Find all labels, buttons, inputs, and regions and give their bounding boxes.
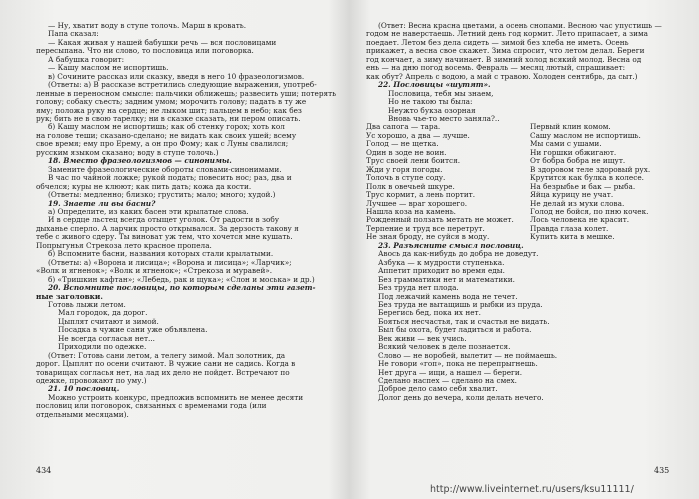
right-page-bottom-text	[366, 242, 678, 403]
text-line: пословиц или поговорок, связанных с временами года (или	[36, 402, 267, 411]
text-line: в) Сочините рассказ или сказку, введя в него 10 фразеологизмов.	[48, 72, 305, 81]
text-line: Пословица, тебя мы знаем,	[388, 89, 494, 98]
text-line: Берегись бед, пока их нет.	[378, 309, 481, 318]
text-line: Папа сказал:	[48, 30, 99, 39]
proverb-item: Один в зоде не воин.	[366, 148, 447, 157]
text-line: Без грамматики нет и математики.	[378, 275, 515, 284]
proverb-item: Сашу маслом не испортишь.	[530, 131, 641, 140]
text-line: Мал городок, да дорог.	[58, 309, 148, 318]
source-watermark: http://www.liveinternet.ru/users/ksu11111/	[430, 484, 634, 495]
proverb-column-right	[530, 123, 678, 241]
text-line: Цыплят считают и зимой.	[58, 317, 159, 326]
proverb-item: Голод — не щетка.	[366, 140, 439, 149]
proverb-column-left	[366, 123, 514, 241]
text-line: яму; положа руку на сердце; не лыком шит; пальцем в небо; как без	[36, 106, 302, 115]
right-page-top-text	[366, 22, 678, 123]
text-line: Без труда нет плода.	[378, 284, 459, 293]
text-line: Сделано наспех — сделано на смех.	[378, 377, 517, 386]
section-heading: 23. Разъясните смысл пословиц.	[378, 241, 524, 250]
text-line: (Ответ: Весна красна цветами, а осень снопами. Весною час упустишь —	[378, 22, 662, 30]
proverb-item: Голод не бойся, по пню кочек.	[530, 207, 649, 216]
text-line: Замените фразеологические обороты словами-синонимами.	[48, 165, 282, 174]
text-line: ленные в переносном смысле: пальчики оближешь; развесить уши; потерять	[36, 89, 337, 98]
proverb-item: Ус хорошо, а два — лучше.	[366, 131, 470, 140]
text-line: Бояться несчастья, так и счастья не видать.	[378, 317, 550, 326]
text-line: Можно устроить конкурс, предложив вспомнить не менее десяти	[48, 393, 304, 402]
text-line: поедает. Летом без дела сидеть — зимой без хлеба не иметь. Осень	[366, 38, 629, 47]
text-line: голову; собаку съесть; задним умом; морочить голову; падать в ту же	[36, 98, 307, 107]
proverb-item: Правда глаза колет.	[530, 224, 609, 233]
text-line: Но не такою ты была:	[388, 98, 473, 107]
text-line: Доброе дело само себя хвалит.	[378, 385, 498, 394]
text-line: (Ответ: Готовь сани летом, а телегу зимой. Мал золотник, да	[48, 351, 286, 360]
text-line: В час по чайной ложке; рукой подать; повесить нос; раз, два и	[48, 174, 292, 183]
proverb-jokes-columns	[366, 123, 678, 241]
text-line: рук; бить не в свою тарелку; ни в сказке сказать, ни пером описать.	[36, 114, 301, 123]
proverb-item: Два сапога — тара.	[366, 123, 441, 132]
text-line: Готовь лыжи летом.	[48, 300, 126, 309]
text-line: Был бы охота, будет ладиться и работа.	[378, 326, 532, 335]
text-line: Всякий человек в деле познается.	[378, 343, 511, 352]
proverb-item: Лучшее — враг хорошего.	[366, 199, 468, 208]
text-line: Без труда не вытащишь и рыбки из пруда.	[378, 300, 543, 309]
proverb-item: Трус своей лени боится.	[366, 157, 461, 166]
proverb-item: Мы сами с ушами.	[530, 140, 602, 149]
proverb-item: Рожденный ползать метать не может.	[366, 216, 514, 225]
text-line: Под лежачий камень вода не течет.	[378, 292, 518, 301]
proverb-item: Первый клин комом.	[530, 123, 611, 132]
text-line: дорог. Цыплят по осени считают. В чужие сани не садись. Когда в	[36, 360, 296, 369]
text-line: Слово — не воробей, вылетит — не поймаешь.	[378, 351, 558, 360]
text-line: Авось да как-нибудь до добра не доведут.	[378, 250, 539, 259]
proverb-item: Не делай из мухи слова.	[530, 199, 625, 208]
text-line: год кончает, а зиму начинает. В зимний холод всякий молод. Весна од	[366, 55, 642, 64]
right-page	[366, 22, 678, 477]
text-line: ные заголовки.	[36, 292, 103, 301]
text-line: (Ответы: а) В рассказе встретились следующие выражения, употреб-	[48, 81, 317, 90]
text-line: — Какая живая у нашей бабушки речь — вся пословицами	[48, 38, 277, 47]
text-line: (Ответы: а) «Ворона и лисица»; «Ворона и лисица»; «Ларчик»;	[48, 258, 292, 267]
proverb-item: На безрыбье и бак — рыба.	[530, 182, 636, 191]
text-line: а) Определите, из каких басен эти крылатые слова.	[48, 207, 249, 216]
text-line: ень — на дню погод восемь. Февраль — месяц лютый, спрашивает:	[366, 64, 626, 73]
section-heading: 20. Вспомните пословицы, по которым сделаны эти газет-	[48, 284, 316, 293]
proverb-item: Ни горшки обжигают.	[530, 148, 617, 157]
proverb-item: Крутится как булка в колесе.	[530, 174, 644, 183]
proverb-item: Не зная броду, не суйся в моду.	[366, 233, 490, 242]
text-line: свое время; ему про Ерему, а он про Фому; как с Луны свалился;	[36, 140, 289, 149]
text-line: Не говори «гоп», пока не перепрыгнешь.	[378, 360, 538, 369]
proverb-item: Жди у горя погоды.	[366, 165, 443, 174]
proverb-item: В здоровом теле здоровый рух.	[530, 165, 651, 174]
proverb-item: Яйца курицу не учат.	[530, 191, 614, 200]
text-line: А бабушка говорит:	[48, 55, 125, 64]
text-line: Век живи — век учись.	[378, 334, 467, 343]
text-line: Неужто букза озорная	[388, 106, 476, 115]
proverb-item: Купить кита в мешке.	[530, 233, 615, 242]
section-heading: 22. Пословицы «шутят».	[378, 81, 491, 90]
text-line: Аппетит приходит во время еды.	[378, 267, 505, 276]
text-line: Нет друга — ищи, а нашел — береги.	[378, 368, 523, 377]
page-number-left: 434	[36, 466, 52, 475]
text-line: — Кашу маслом не испортишь.	[48, 64, 169, 73]
text-line: Посадка в чужие сани уже объявлена.	[58, 326, 208, 335]
proverb-item: Нашла коза на камень.	[366, 207, 456, 216]
text-line: одежке, провожают по уму.)	[36, 377, 147, 386]
text-line: пересыпана. Что ни слово, то пословица или поговорка.	[36, 47, 254, 56]
text-line: Азбука — к мудрости ступенька.	[378, 258, 505, 267]
section-heading: 18. Вместо фразеологизмов — синонимы.	[48, 157, 232, 166]
proverb-item: От бобра бобра не ищут.	[530, 157, 626, 166]
proverb-item: Лось человека не красит.	[530, 216, 630, 225]
text-line: годом не наверстаешь. Летний день год кормит. Лето припасает, а зима	[366, 30, 649, 39]
left-page	[36, 22, 348, 477]
text-line: Долог день до вечера, коли делать нечего.	[378, 393, 544, 402]
text-line: отдельными месяцами).	[36, 410, 129, 419]
text-line: (Ответы: медленно; близко; грустить; мало; много; худой.)	[48, 191, 276, 200]
text-line: б) Вспомните басни, названия которых стали крылатыми.	[48, 250, 274, 259]
text-line: прикажет, а весна свое скажет. Зима спросит, что летом делал. Береги	[366, 47, 645, 56]
text-line: б) «Тришкин кафтан»; «Лебедь, рак и щука»; «Слон и моська» и др.)	[48, 275, 315, 284]
text-line: б) Кашу маслом не испортишь; как об стенку горох; хоть кол	[48, 123, 285, 132]
text-line: Вновь чье-то место заняла?..	[388, 114, 500, 123]
proverb-item: Толочь в ступе соду.	[366, 174, 446, 183]
text-line: как обут? Апрель с водою, а май с травою. Холоден сентябрь, да сыт.)	[366, 72, 638, 81]
page-number-right: 435	[654, 466, 670, 475]
text-line: дыханье сперло. А ларчик просто открывался. За дерзость такову я	[36, 224, 299, 233]
section-heading: 21. 10 пословиц.	[48, 385, 120, 394]
text-line: товарищах согласья нет, на лад их дело не пойдет. Встречают по	[36, 368, 290, 377]
text-line: обчелся; куры не клюют; как пить дать; кожа да кости.	[36, 182, 252, 191]
text-line: на голове теши; сказано-сделано; не видать как своих ушей; всему	[36, 131, 297, 140]
text-line: Не всегда согласья нет...	[58, 334, 155, 343]
proverb-item: Полк в овечьей шкуре.	[366, 182, 455, 191]
text-line: — Ну, хватит воду в ступе толочь. Марш в кровать.	[48, 22, 247, 30]
text-line: тебе с живого сдеру. Ты виноват уж тем, что хочется мне кушать.	[36, 233, 293, 242]
proverb-item: Терпение и труд все перетрут.	[366, 224, 485, 233]
text-line: русским языком сказано; воду в ступе толочь.)	[36, 148, 219, 157]
text-line: И в сердце льстец всегда отыщет уголок. От радости в зобу	[48, 216, 280, 225]
text-line: Попрыгунья Стрекоза лето красное пропела.	[36, 241, 212, 250]
text-line: «Волк и ягненок»; «Волк и ягненок»; «Стрекоза и муравей».	[36, 267, 273, 276]
proverb-item: Трус кормит, а лень портит.	[366, 191, 476, 200]
text-line: Приходили по одежке.	[58, 343, 147, 352]
section-heading: 19. Знаете ли вы басни?	[48, 199, 156, 208]
